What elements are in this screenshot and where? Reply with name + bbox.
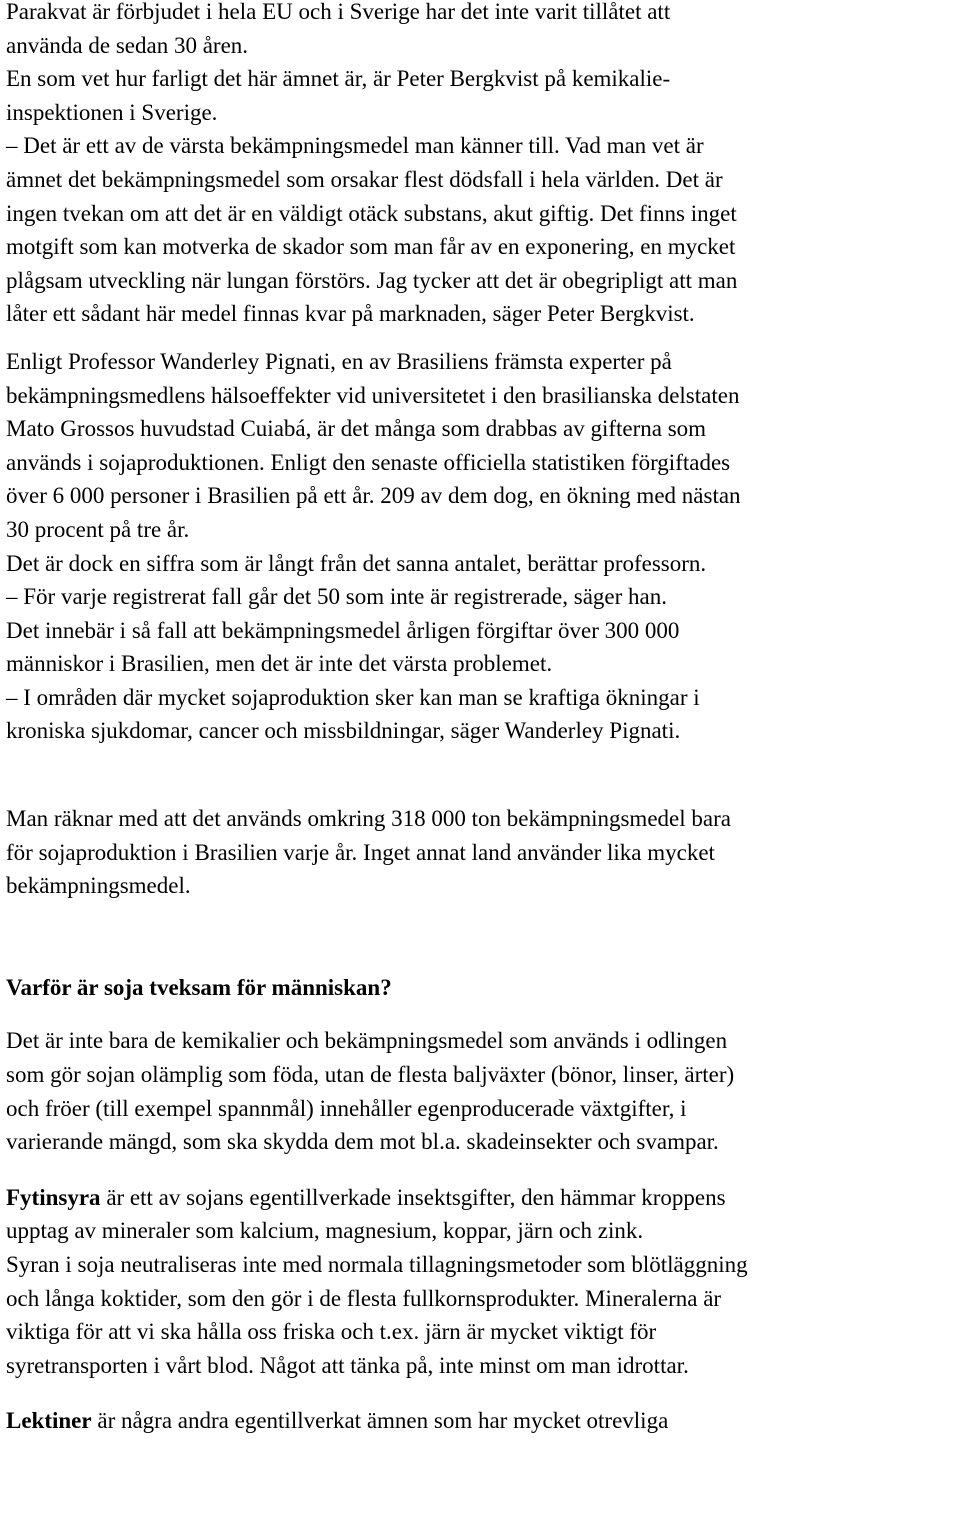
text-line: motgift som kan motverka de skador som man får av en exponering, en mycket bbox=[6, 234, 736, 260]
text-line bbox=[6, 1404, 954, 1438]
text-line: Det är inte bara de kemikalier och bekämpningsmedel som används i odlingen bbox=[6, 1028, 728, 1054]
text-line: Enligt Professor Wanderley Pignati, en av Brasiliens främsta experter på bbox=[6, 348, 672, 374]
paragraph-baljvaxter bbox=[6, 1024, 954, 1158]
text-line: – Det är ett av de värsta bekämpningsmedel man känner till. Vad man vet är bbox=[6, 133, 704, 159]
text-line: låter ett sådant här medel finnas kvar på marknaden, säger Peter Bergkvist. bbox=[6, 301, 695, 327]
text-line: som gör sojan olämplig som föda, utan de flesta baljväxter (bönor, linser, ärter) bbox=[6, 1062, 735, 1088]
text-line: En som vet hur farligt det här ämnet är, är Peter Bergkvist på kemikalie- bbox=[6, 66, 671, 92]
text-line: används i sojaproduktionen. Enligt den senaste officiella statistiken förgiftades bbox=[6, 449, 731, 475]
text-line: Syran i soja neutraliseras inte med normala tillagningsmetoder som blötläggning bbox=[6, 1252, 748, 1277]
document-page bbox=[6, 0, 954, 1438]
paragraph-gap bbox=[6, 1382, 954, 1404]
text-line: upptag av mineraler som kalcium, magnesium, koppar, järn och zink. bbox=[6, 1218, 644, 1244]
text-line: för sojaproduktion i Brasilien varje år. Inget annat land använder lika mycket bbox=[6, 839, 715, 865]
text-line: använda de sedan 30 åren. bbox=[6, 32, 249, 58]
text-line: – För varje registrerat fall går det 50 som inte är registrerade, säger han. bbox=[6, 584, 667, 610]
section-heading: Varför är soja tveksam för människan? bbox=[6, 974, 392, 1000]
text-line: Man räknar med att det används omkring 318 000 ton bekämpningsmedel bara bbox=[6, 806, 731, 832]
text-line: Mato Grossos huvudstad Cuiabá, är det många som drabbas av gifterna som bbox=[6, 416, 707, 442]
text-line: Parakvat är förbjudet i hela EU och i Sverige har det inte varit tillåtet att bbox=[6, 0, 671, 24]
paragraph-gap bbox=[6, 1004, 954, 1024]
paragraph-parakvat bbox=[6, 0, 954, 331]
text-line: ämnet det bekämpningsmedel som orsakar flest dödsfall i hela världen. Det är bbox=[6, 166, 723, 192]
section-gap bbox=[6, 903, 954, 971]
text-line: kroniska sjukdomar, cancer och missbildningar, säger Wanderley Pignati. bbox=[6, 718, 681, 744]
text-line: bekämpningsmedel. bbox=[6, 873, 191, 899]
text-line: inspektionen i Sverige. bbox=[6, 99, 218, 125]
paragraph-gap bbox=[6, 1159, 954, 1181]
text-line: Det är dock en siffra som är långt från det sanna antalet, berättar professorn. bbox=[6, 550, 707, 576]
text-fragment: är några andra egentillverkat ämnen som har mycket otrevliga bbox=[91, 1408, 669, 1434]
text-line: varierande mängd, som ska skydda dem mot bl.a. skadeinsekter och svampar. bbox=[6, 1129, 719, 1155]
text-line bbox=[6, 1181, 954, 1215]
text-line: och långa koktider, som den gör i de flesta fullkornsprodukter. Mineralerna är bbox=[6, 1285, 722, 1311]
text-line: viktiga för att vi ska hålla oss friska och t.ex. järn är mycket viktigt för bbox=[6, 1319, 657, 1345]
paragraph-pignati bbox=[6, 345, 954, 748]
paragraph-fytinsyra bbox=[6, 1181, 954, 1383]
paragraph-lektiner bbox=[6, 1404, 954, 1438]
text-line: bekämpningsmedlens hälsoeffekter vid universitetet i den brasilianska delstaten bbox=[6, 382, 740, 408]
term-fytinsyra: Fytinsyra bbox=[6, 1184, 101, 1210]
text-line: – I områden där mycket sojaproduktion sker kan man se kraftiga ökningar i bbox=[6, 684, 700, 710]
paragraph-gap bbox=[6, 331, 954, 345]
text-line: Det innebär i så fall att bekämpningsmedel årligen förgiftar över 300 000 bbox=[6, 617, 680, 643]
text-fragment: är ett av sojans egentillverkade insektsgifter, den hämmar kroppens bbox=[100, 1184, 726, 1210]
paragraph-usage bbox=[6, 802, 954, 903]
term-lektiner: Lektiner bbox=[6, 1408, 92, 1434]
text-line: ingen tvekan om att det är en väldigt otäck substans, akut giftig. Det finns inget bbox=[6, 200, 737, 226]
text-line: människor i Brasilien, men det är inte det värsta problemet. bbox=[6, 651, 553, 677]
text-line: och fröer (till exempel spannmål) innehåller egenproducerade växtgifter, i bbox=[6, 1095, 687, 1121]
text-line: över 6 000 personer i Brasilien på ett år. 209 av dem dog, en ökning med nästan bbox=[6, 483, 741, 509]
text-line: plågsam utveckling när lungan förstörs. Jag tycker att det är obegripligt att man bbox=[6, 267, 738, 293]
text-line: 30 procent på tre år. bbox=[6, 516, 190, 542]
text-line: syretransporten i vårt blod. Något att tänka på, inte minst om man idrottar. bbox=[6, 1352, 689, 1378]
paragraph-gap bbox=[6, 748, 954, 802]
